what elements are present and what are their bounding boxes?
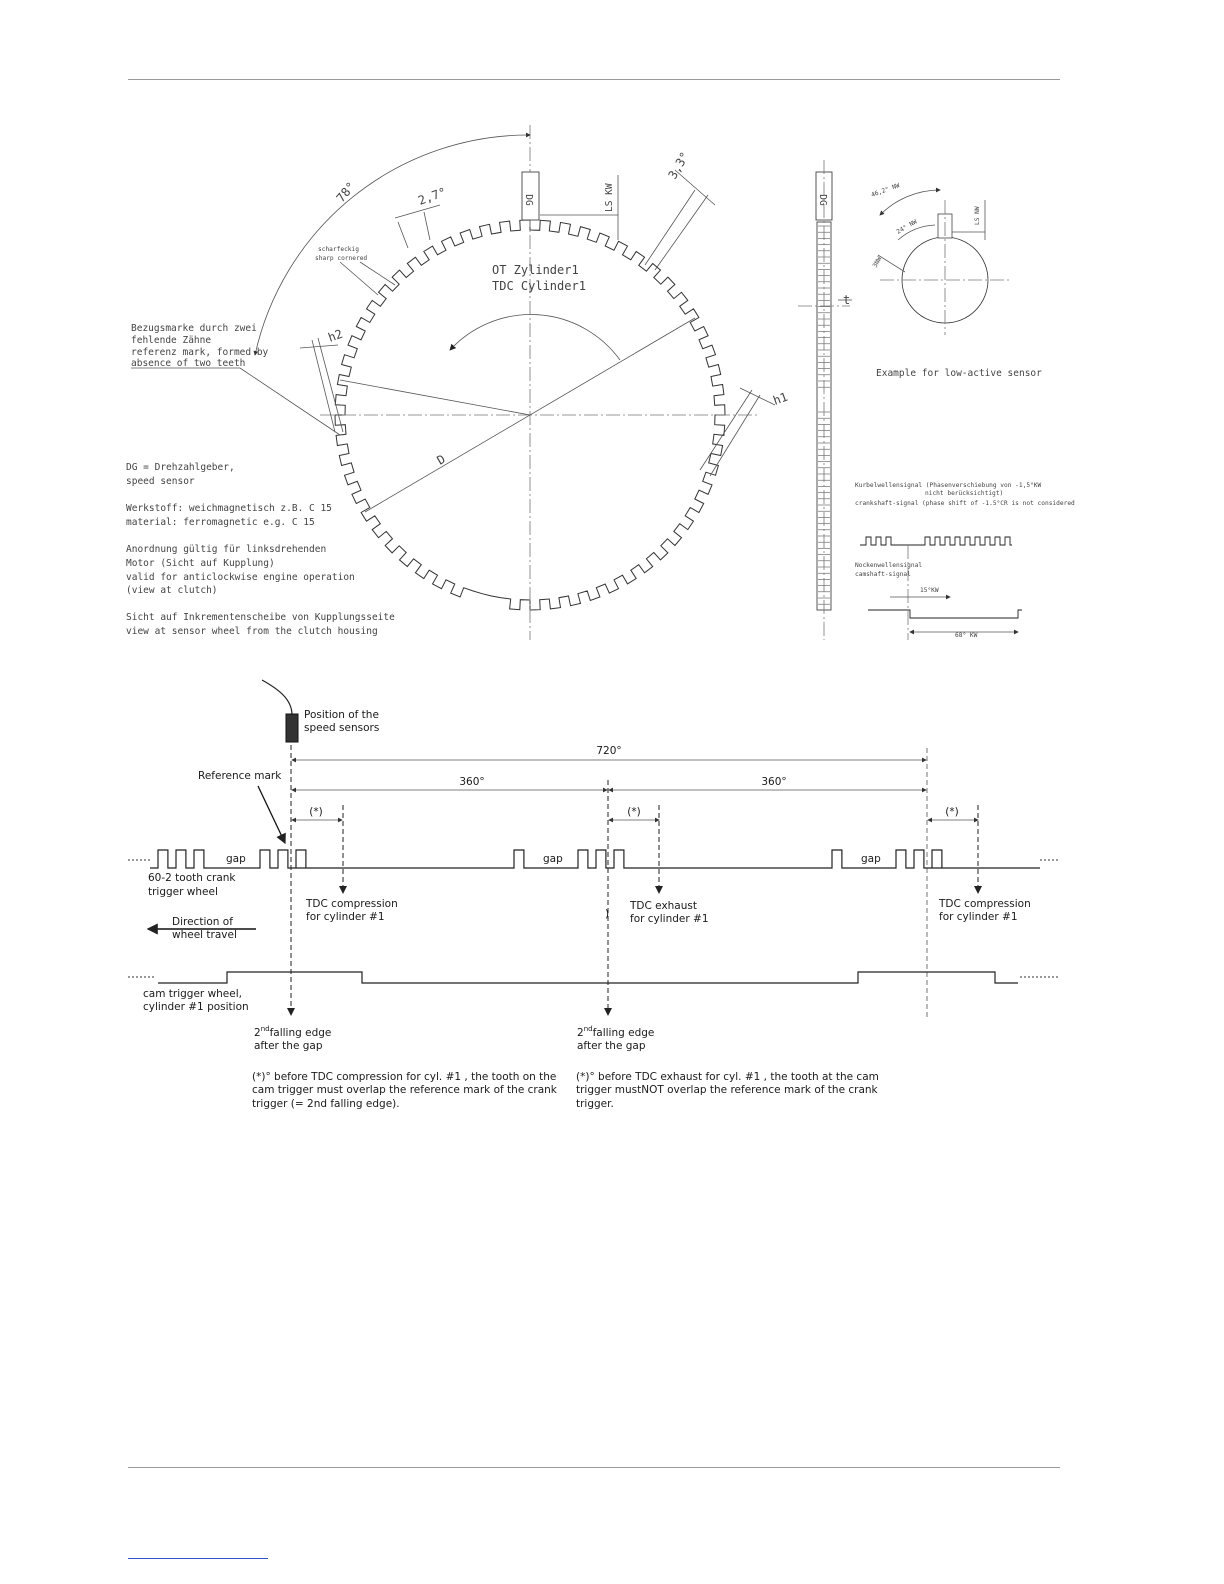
crank-label-2: trigger wheel (148, 886, 218, 898)
cam-angle-24-label: 24° NW (895, 218, 919, 236)
note-dg-2: speed sensor (126, 476, 195, 487)
falling-1-b: after the gap (254, 1040, 323, 1052)
gap-3-label: gap (861, 853, 881, 865)
gap-2-label: gap (543, 853, 563, 865)
note-left-3: trigger (= 2nd falling edge). (252, 1098, 400, 1110)
h1-dim-a (740, 388, 775, 405)
angle-33-label: 3,3° (665, 149, 693, 182)
note-material-1: Werkstoff: weichmagnetisch z.B. C 15 (126, 503, 332, 514)
note-orient-4: (view at clutch) (126, 585, 218, 596)
star-1-label: (*) (309, 806, 323, 818)
rotation-direction-arrow (450, 315, 620, 360)
falling-2-num: 2 (577, 1027, 584, 1039)
signal-cam-de: Nockenwellensignal (855, 562, 923, 569)
signal-crank-de-1: Kurbelwellensignal (Phasenverschiebung von -1,5°KW (855, 482, 1042, 489)
ref-mark-de-2: fehlende Zähne (131, 335, 212, 346)
tdc-comp-1a: TDC compression (306, 898, 398, 910)
star-2-label: (*) (627, 806, 641, 818)
sharp-leader-a (360, 262, 395, 285)
falling-2-label (577, 1025, 654, 1039)
signal-cam-en: camshaft-signal (855, 571, 911, 578)
note-dg-1: DG = Drehzahlgeber, (126, 462, 235, 473)
side-thickness-label: t (843, 293, 851, 307)
tdc-comp-2a: TDC compression (939, 898, 1031, 910)
cam-label-2: cylinder #1 position (143, 1001, 249, 1013)
h1-dim-c (710, 395, 760, 476)
note-orient-1: Anordnung gültig für linksdrehenden (126, 544, 327, 555)
h2-label: h2 (326, 326, 345, 345)
sharp-leader-b (340, 262, 378, 295)
dim-line-33b (655, 195, 708, 270)
dim-line-27b (424, 212, 430, 240)
falling-1-sup: nd (260, 1025, 270, 1033)
tdc-de-label: OT Zylinder1 (492, 263, 579, 277)
angle-78-arc (255, 135, 530, 355)
side-sensor-dg-label: DG (817, 194, 828, 206)
cam-trigger-signal (158, 972, 1018, 983)
note-material-2: material: ferromagnetic e.g. C 15 (126, 517, 315, 528)
mini-crank-signal (860, 537, 1012, 545)
deg-360-b-label: 360° (761, 776, 787, 788)
reference-line (340, 380, 530, 415)
sensor-cable (262, 680, 292, 715)
cam-caption: Example for low-active sensor (876, 368, 1042, 379)
angle-78-label: 78° (333, 179, 359, 205)
note-orient-2: Motor (Sicht auf Kupplung) (126, 558, 275, 569)
timing-diagram (128, 680, 1060, 1110)
speed-sensor-icon (286, 714, 298, 742)
signal-example (855, 481, 1075, 640)
sharp-cornered-de: scharfeckig (318, 246, 359, 253)
cam-angle-3-label: 3NW (871, 255, 884, 269)
note-orient-3: valid for anticlockwise engine operation (126, 572, 355, 583)
cam-label-1: cam trigger wheel, (143, 988, 242, 1000)
diameter-label: D (434, 451, 448, 468)
direction-label-2: wheel travel (172, 929, 237, 941)
tdc-exh-a: TDC exhaust (630, 900, 697, 912)
signal-15-label: 15°KW (920, 587, 939, 594)
ls-kw-label: LS KW (604, 183, 615, 212)
reference-mark-label: Reference mark (198, 770, 282, 782)
crank-wheel-drawing (126, 125, 790, 640)
gap-1-label: gap (226, 853, 246, 865)
note-view-1: Sicht auf Inkrementenscheibe von Kupplungsseite (126, 612, 395, 623)
tdc-comp-1b: for cylinder #1 (306, 911, 385, 923)
deg-720-label: 720° (596, 745, 622, 757)
sharp-cornered-en: sharp cornered (315, 255, 368, 262)
falling-2-rest: falling edge (592, 1027, 655, 1039)
mini-cam-signal (868, 610, 1022, 618)
falling-2-b: after the gap (577, 1040, 646, 1052)
star-3-label: (*) (945, 806, 959, 818)
note-right-1: (*)° before TDC exhaust for cyl. #1 , the tooth at the cam (576, 1071, 879, 1083)
direction-label-1: Direction of (172, 916, 233, 928)
crank-sensor-dg-label: DG (523, 194, 534, 206)
tdc-exh-b: for cylinder #1 (630, 913, 709, 925)
crank-label-1: 60-2 tooth crank (148, 872, 236, 884)
note-right-2: trigger mustNOT overlap the reference mark of the crank (576, 1084, 878, 1096)
h1-dim-b (700, 390, 752, 470)
cam-angle-462-label: 46,2° NW (870, 182, 901, 199)
tdc-comp-2b: for cylinder #1 (939, 911, 1018, 923)
dim-line-33a (645, 190, 695, 265)
tdc-en-label: TDC Cylinder1 (492, 279, 586, 293)
sensor-label-2: speed sensors (304, 722, 380, 734)
falling-2-sup: nd (583, 1025, 593, 1033)
dim-line-27a (398, 222, 408, 248)
side-view-drawing (798, 160, 852, 640)
falling-1-rest: falling edge (269, 1027, 332, 1039)
cam-ls-nw-label: LS NW (974, 206, 981, 225)
paren-mark: ) (605, 908, 610, 920)
note-right-3: trigger. (576, 1098, 614, 1110)
angle-27-label: 2,7° (416, 184, 449, 208)
cam-angle-3-line (878, 255, 905, 272)
dim-line-27c (395, 205, 440, 218)
cam-wheel-drawing (870, 181, 1042, 379)
sensor-label-1: Position of the (304, 709, 379, 721)
ref-mark-de-1: Bezugsmarke durch zwei (131, 323, 257, 334)
note-left-1: (*)° before TDC compression for cyl. #1 , the tooth on the (252, 1071, 557, 1083)
reference-mark-arrow (258, 786, 285, 843)
signal-crank-de-2: nicht berücksichtigt) (925, 490, 1004, 497)
ref-mark-leader (240, 368, 340, 435)
note-view-2: view at sensor wheel from the clutch housing (126, 626, 378, 637)
deg-360-a-label: 360° (459, 776, 485, 788)
falling-1-label (254, 1025, 331, 1039)
cam-angle-462-arc (880, 190, 940, 215)
ref-mark-en-2: absence of two teeth (131, 358, 246, 369)
crank-trigger-signal (150, 850, 1040, 868)
falling-1-num: 2 (254, 1027, 261, 1039)
signal-68-label: 68° KW (955, 632, 978, 639)
h1-label: h1 (771, 389, 790, 408)
h2-dim-a (300, 345, 338, 348)
signal-crank-en: crankshaft-signal (phase shift of -1.5°CR is not considered (855, 500, 1075, 507)
note-left-2: cam trigger must overlap the reference mark of the crank (252, 1084, 557, 1096)
ref-mark-en-1: referenz mark, formed by (131, 347, 269, 358)
